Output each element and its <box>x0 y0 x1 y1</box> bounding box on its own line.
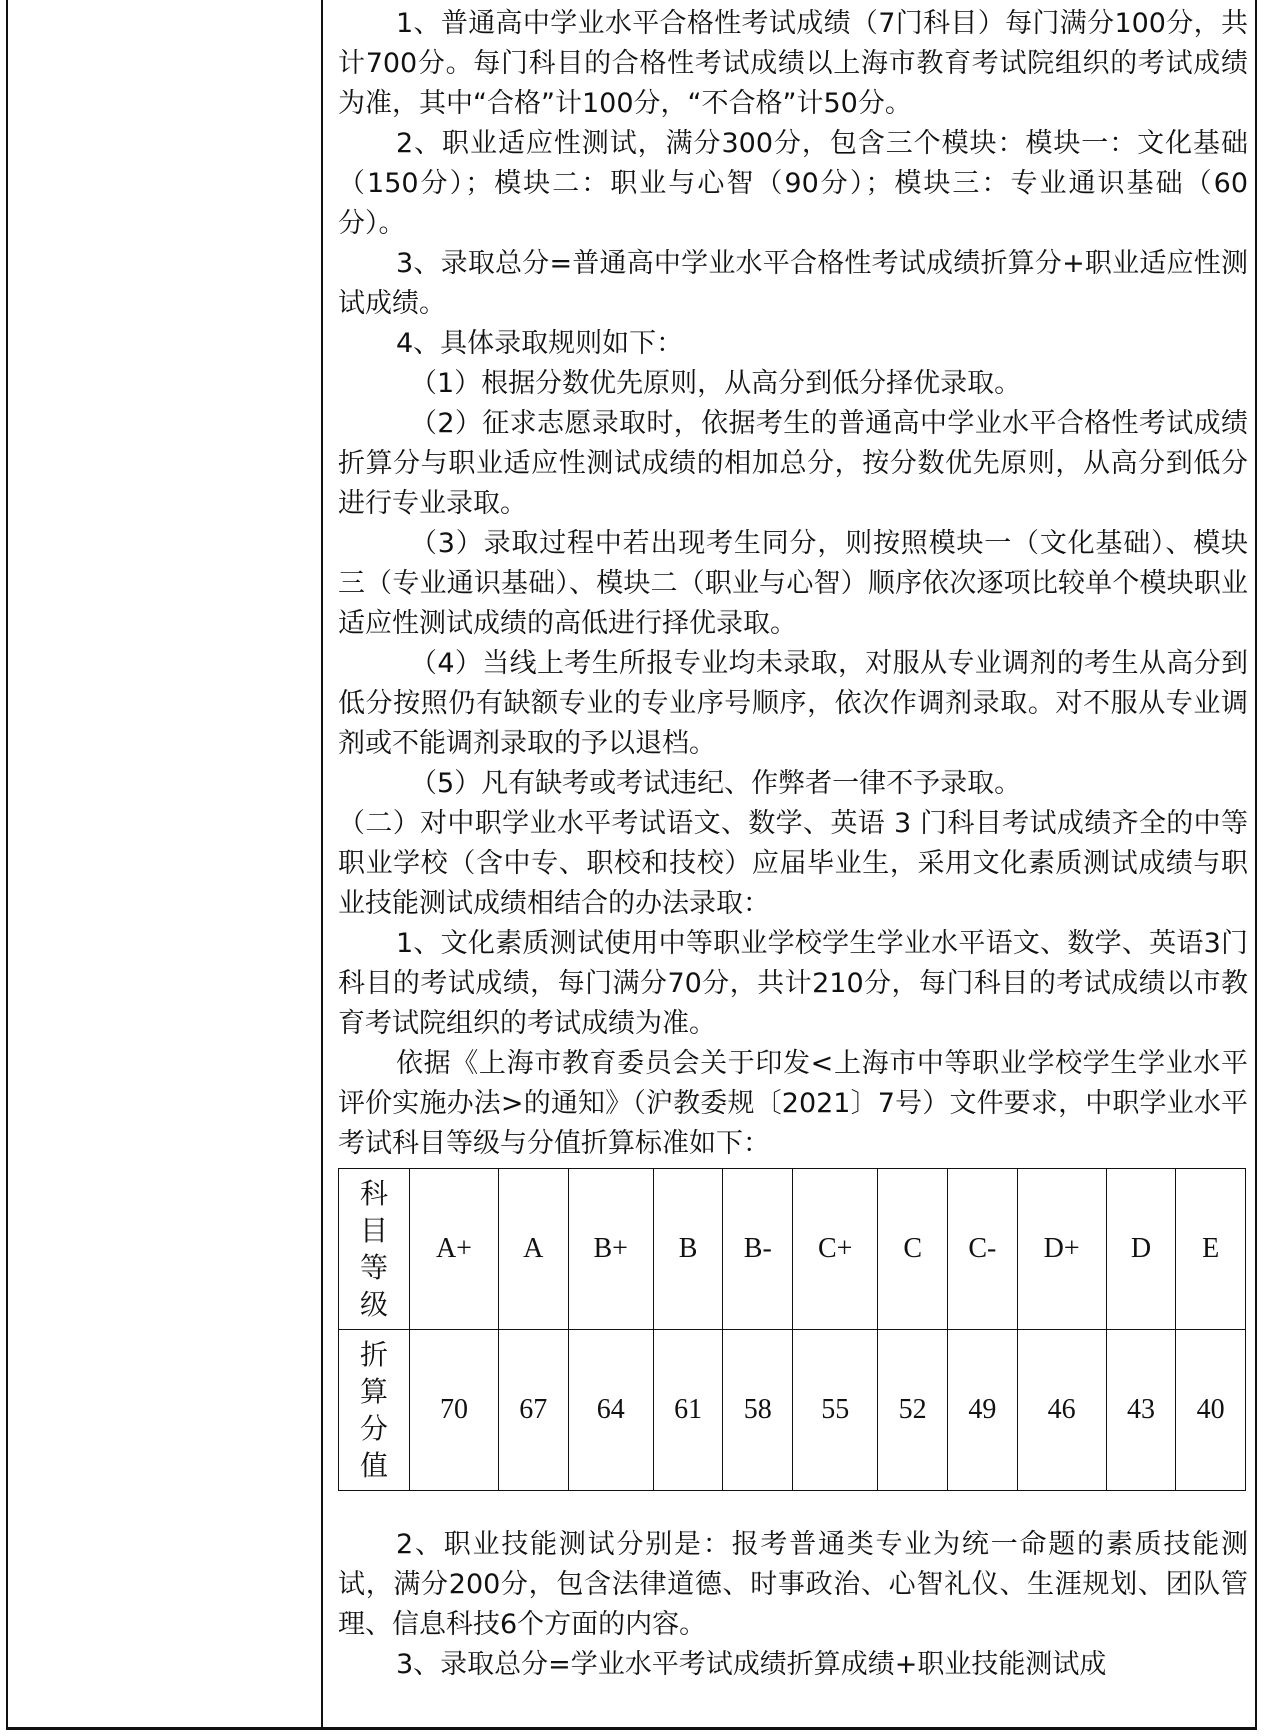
score-cell: 52 <box>878 1330 948 1491</box>
table-left-border <box>6 0 8 1730</box>
grade-cell: B- <box>723 1169 793 1330</box>
grade-cell: C <box>878 1169 948 1330</box>
grade-cell: A+ <box>410 1169 499 1330</box>
score-cell: 61 <box>653 1330 723 1491</box>
grade-cell: A <box>498 1169 568 1330</box>
header-char: 算 <box>359 1375 388 1408</box>
grade-conversion-table <box>338 1168 1246 1491</box>
grade-cell: B <box>653 1169 723 1330</box>
header-char: 分 <box>359 1412 388 1445</box>
paragraph: （2）征求志愿录取时，依据考生的普通高中学业水平合格性考试成绩折算分与职业适应性测试成绩的相加总分，按分数优先原则，从高分到低分进行专业录取。 <box>338 408 1248 519</box>
spacer <box>338 1491 1248 1525</box>
paragraph: 2、职业适应性测试，满分300分，包含三个模块：模块一：文化基础（150分）；模块二：职业与心智（90分）；模块三：专业通识基础（60分）。 <box>338 128 1248 239</box>
paragraph: （4）当线上考生所报专业均未录取，对服从专业调剂的考生从高分到低分按照仍有缺额专业的专业序号顺序，依次作调剂录取。对不服从专业调剂或不能调剂录取的予以退档。 <box>338 648 1248 759</box>
grade-cell: D <box>1106 1169 1176 1330</box>
header-char: 科 <box>359 1177 388 1210</box>
grade-row-header <box>339 1169 410 1330</box>
score-cell: 49 <box>948 1330 1018 1491</box>
content-cell <box>338 4 1248 1685</box>
header-char: 等 <box>359 1251 388 1284</box>
score-row-header <box>339 1330 410 1491</box>
paragraph: 1、普通高中学业水平合格性考试成绩（7门科目）每门满分100分，共计700分。每门科目的合格性考试成绩以上海市教育考试院组织的考试成绩为准，其中“合格”计100分，“不合格”计50分。 <box>338 8 1248 119</box>
score-cell: 58 <box>723 1330 793 1491</box>
grade-cell: E <box>1176 1169 1246 1330</box>
paragraph: 3、录取总分=学业水平考试成绩折算成绩+职业技能测试成 <box>396 1649 1107 1680</box>
score-cell: 70 <box>410 1330 499 1491</box>
paragraph: （1）根据分数优先原则，从高分到低分择优录取。 <box>410 368 1022 399</box>
header-char: 目 <box>359 1214 388 1247</box>
score-cell: 64 <box>568 1330 653 1491</box>
score-cell: 55 <box>793 1330 878 1491</box>
score-cell: 46 <box>1017 1330 1106 1491</box>
header-char: 值 <box>359 1449 388 1482</box>
grade-cell: C+ <box>793 1169 878 1330</box>
grade-cell: D+ <box>1017 1169 1106 1330</box>
paragraph: （5）凡有缺考或考试违纪、作弊者一律不予录取。 <box>410 768 1022 799</box>
paragraph: 依据《上海市教育委员会关于印发<上海市中等职业学校学生学业水平评价实施办法>的通知》（沪教委规〔2021〕7号）文件要求，中职学业水平考试科目等级与分值折算标准如下： <box>338 1048 1248 1159</box>
header-char: 折 <box>359 1338 388 1371</box>
score-cell: 67 <box>498 1330 568 1491</box>
grade-cell: B+ <box>568 1169 653 1330</box>
paragraph: （二）对中职学业水平考试语文、数学、英语 3 门科目考试成绩齐全的中等职业学校（含中专、职校和技校）应届毕业生，采用文化素质测试成绩与职业技能测试成绩相结合的办法录取： <box>338 808 1248 919</box>
paragraph: 1、文化素质测试使用中等职业学校学生学业水平语文、数学、英语3门科目的考试成绩，每门满分70分，共计210分，每门科目的考试成绩以市教育考试院组织的考试成绩为准。 <box>338 928 1248 1039</box>
table-column-divider <box>321 0 323 1730</box>
table-bottom-border <box>6 1727 1257 1730</box>
score-cell: 43 <box>1106 1330 1176 1491</box>
table-right-border <box>1255 0 1257 1730</box>
paragraph: 3、录取总分=普通高中学业水平合格性考试成绩折算分+职业适应性测试成绩。 <box>338 248 1248 319</box>
score-cell: 40 <box>1176 1330 1246 1491</box>
paragraph: 2、职业技能测试分别是：报考普通类专业为统一命题的素质技能测试，满分200分，包含法律道德、时事政治、心智礼仪、生涯规划、团队管理、信息科技6个方面的内容。 <box>338 1529 1248 1640</box>
grade-cell: C- <box>948 1169 1018 1330</box>
paragraph: （3）录取过程中若出现考生同分，则按照模块一（文化基础）、模块三（专业通识基础）、模块二（职业与心智）顺序依次逐项比较单个模块职业适应性测试成绩的高低进行择优录取。 <box>338 528 1248 639</box>
grade-row <box>339 1169 1246 1330</box>
score-row <box>339 1330 1246 1491</box>
admission-rules-text <box>338 4 1248 1164</box>
skill-test-text <box>338 1525 1248 1685</box>
header-char: 级 <box>359 1288 388 1321</box>
paragraph: 4、具体录取规则如下： <box>396 328 684 359</box>
